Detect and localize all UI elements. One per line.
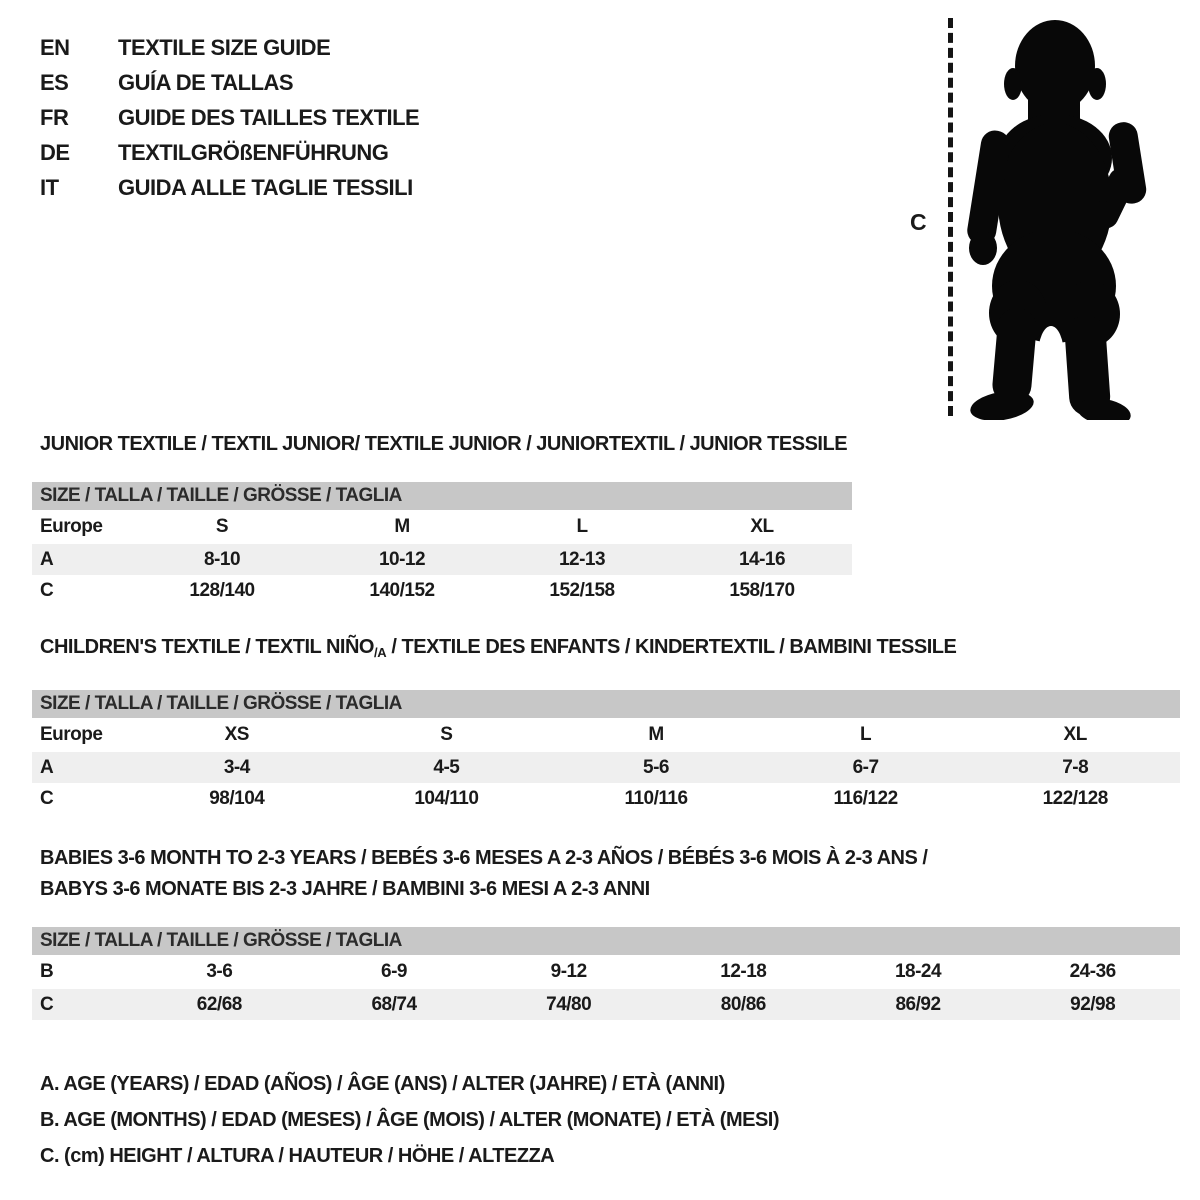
table-row-age — [32, 544, 852, 575]
children-section-title — [40, 636, 956, 660]
value-cell: 4-5 — [433, 757, 460, 778]
guide-title-fr: GUIDE DES TAILLES TEXTILE — [118, 105, 420, 130]
size-header-bar: SIZE / TALLA / TAILLE / GRÖSSE / TAGLIA — [32, 927, 1180, 955]
language-row — [40, 135, 419, 170]
value-cell: 62/68 — [196, 994, 242, 1015]
table-row-height — [32, 575, 852, 606]
value-cell: 3-4 — [223, 757, 250, 778]
row-label: A — [40, 757, 54, 778]
measure-legend — [40, 1066, 779, 1174]
row-label: A — [40, 549, 54, 570]
row-label: C — [40, 788, 54, 809]
table-row-sizes — [32, 718, 1180, 752]
language-code: FR — [40, 105, 69, 130]
language-code: DE — [40, 140, 70, 165]
size-cell: M — [394, 516, 410, 537]
value-cell: 110/116 — [624, 788, 688, 809]
row-label: C — [40, 580, 54, 601]
value-cell: 5-6 — [643, 757, 669, 778]
babies-title-line2: BABYS 3-6 MONATE BIS 2-3 JAHRE / BAMBINI 3-6 MESI A 2-3 ANNI — [40, 878, 650, 900]
size-cell: L — [576, 516, 588, 537]
legend-line-height: C. (cm) HEIGHT / ALTURA / HAUTEUR / HÖHE / ALTEZZA — [40, 1145, 555, 1167]
size-cell: XL — [750, 516, 774, 537]
legend-line-age-years: A. AGE (YEARS) / EDAD (AÑOS) / ÂGE (ANS) / ALTER (JAHRE) / ETÀ (ANNI) — [40, 1073, 725, 1095]
junior-size-table — [32, 482, 852, 606]
value-cell: 152/158 — [549, 580, 615, 601]
value-cell: 18-24 — [894, 961, 942, 982]
children-title-rest: / TEXTILE DES ENFANTS / KINDERTEXTIL / BAMBINI TESSILE — [386, 636, 957, 658]
height-measure-dashed-line — [948, 18, 953, 416]
value-cell: 12-13 — [558, 549, 606, 570]
size-cell: XL — [1063, 724, 1087, 745]
children-title-main: CHILDREN'S TEXTILE / TEXTIL NIÑO — [40, 636, 374, 658]
value-cell: 24-36 — [1069, 961, 1116, 982]
language-code: EN — [40, 35, 70, 60]
size-header-bar: SIZE / TALLA / TAILLE / GRÖSSE / TAGLIA — [32, 482, 852, 510]
value-cell: 14-16 — [738, 549, 786, 570]
size-cell: L — [860, 724, 872, 745]
value-cell: 104/110 — [414, 788, 479, 809]
value-cell: 6-7 — [852, 757, 879, 778]
guide-title-de: TEXTILGRÖßENFÜHRUNG — [118, 140, 389, 165]
babies-size-table — [32, 927, 1180, 1020]
language-code: ES — [40, 70, 69, 95]
language-code: IT — [40, 175, 59, 200]
language-row — [40, 30, 419, 65]
value-cell: 98/104 — [209, 788, 265, 809]
value-cell: 92/98 — [1070, 994, 1116, 1015]
value-cell: 80/86 — [720, 994, 766, 1015]
region-label: Europe — [40, 516, 103, 537]
guide-title-it: GUIDA ALLE TAGLIE TESSILI — [118, 175, 413, 200]
language-row — [40, 100, 419, 135]
value-cell: 140/152 — [369, 580, 435, 601]
value-cell: 6-9 — [381, 961, 407, 982]
value-cell: 158/170 — [729, 580, 795, 601]
junior-section-title: JUNIOR TEXTILE / TEXTIL JUNIOR/ TEXTILE JUNIOR / JUNIORTEXTIL / JUNIOR TESSILE — [40, 433, 848, 455]
language-row — [40, 170, 419, 205]
size-cell: S — [440, 724, 453, 745]
children-title-subscript: /A — [373, 645, 387, 660]
value-cell: 3-6 — [206, 961, 233, 982]
babies-title-line1: BABIES 3-6 MONTH TO 2-3 YEARS / BEBÉS 3-6 MESES A 2-3 AÑOS / BÉBÉS 3-6 MOIS À 2-3 ANS / — [40, 847, 928, 869]
row-label: C — [40, 994, 54, 1015]
value-cell: 86/92 — [895, 994, 941, 1015]
legend-line-age-months: B. AGE (MONTHS) / EDAD (MESES) / ÂGE (MOIS) / ALTER (MONATE) / ETÀ (MESI) — [40, 1109, 780, 1131]
language-title-list — [40, 30, 419, 205]
babies-section-title — [40, 843, 927, 905]
table-row-sizes — [32, 510, 852, 544]
value-cell: 8-10 — [203, 549, 241, 570]
height-measure-label: C — [910, 209, 927, 235]
value-cell: 74/80 — [546, 994, 592, 1015]
table-row-height — [32, 989, 1180, 1020]
language-row — [40, 65, 419, 100]
region-label: Europe — [40, 724, 103, 745]
guide-title-en: TEXTILE SIZE GUIDE — [118, 35, 331, 60]
row-label: B — [40, 961, 54, 982]
table-row-age-months — [32, 955, 1180, 989]
table-row-height — [32, 783, 1180, 814]
value-cell: 68/74 — [371, 994, 417, 1015]
children-size-table — [32, 690, 1180, 814]
size-cell: M — [648, 724, 664, 745]
value-cell: 7-8 — [1062, 757, 1089, 778]
value-cell: 128/140 — [189, 580, 255, 601]
value-cell: 122/128 — [1042, 788, 1108, 809]
guide-title-es: GUÍA DE TALLAS — [118, 70, 294, 95]
value-cell: 10-12 — [378, 549, 426, 570]
size-cell: XS — [224, 724, 249, 745]
value-cell: 12-18 — [720, 961, 767, 982]
table-row-age — [32, 752, 1180, 783]
toddler-silhouette-icon — [966, 18, 1150, 420]
size-header-bar: SIZE / TALLA / TAILLE / GRÖSSE / TAGLIA — [32, 690, 1180, 718]
value-cell: 9-12 — [550, 961, 587, 982]
value-cell: 116/122 — [833, 788, 898, 809]
size-cell: S — [215, 516, 229, 537]
